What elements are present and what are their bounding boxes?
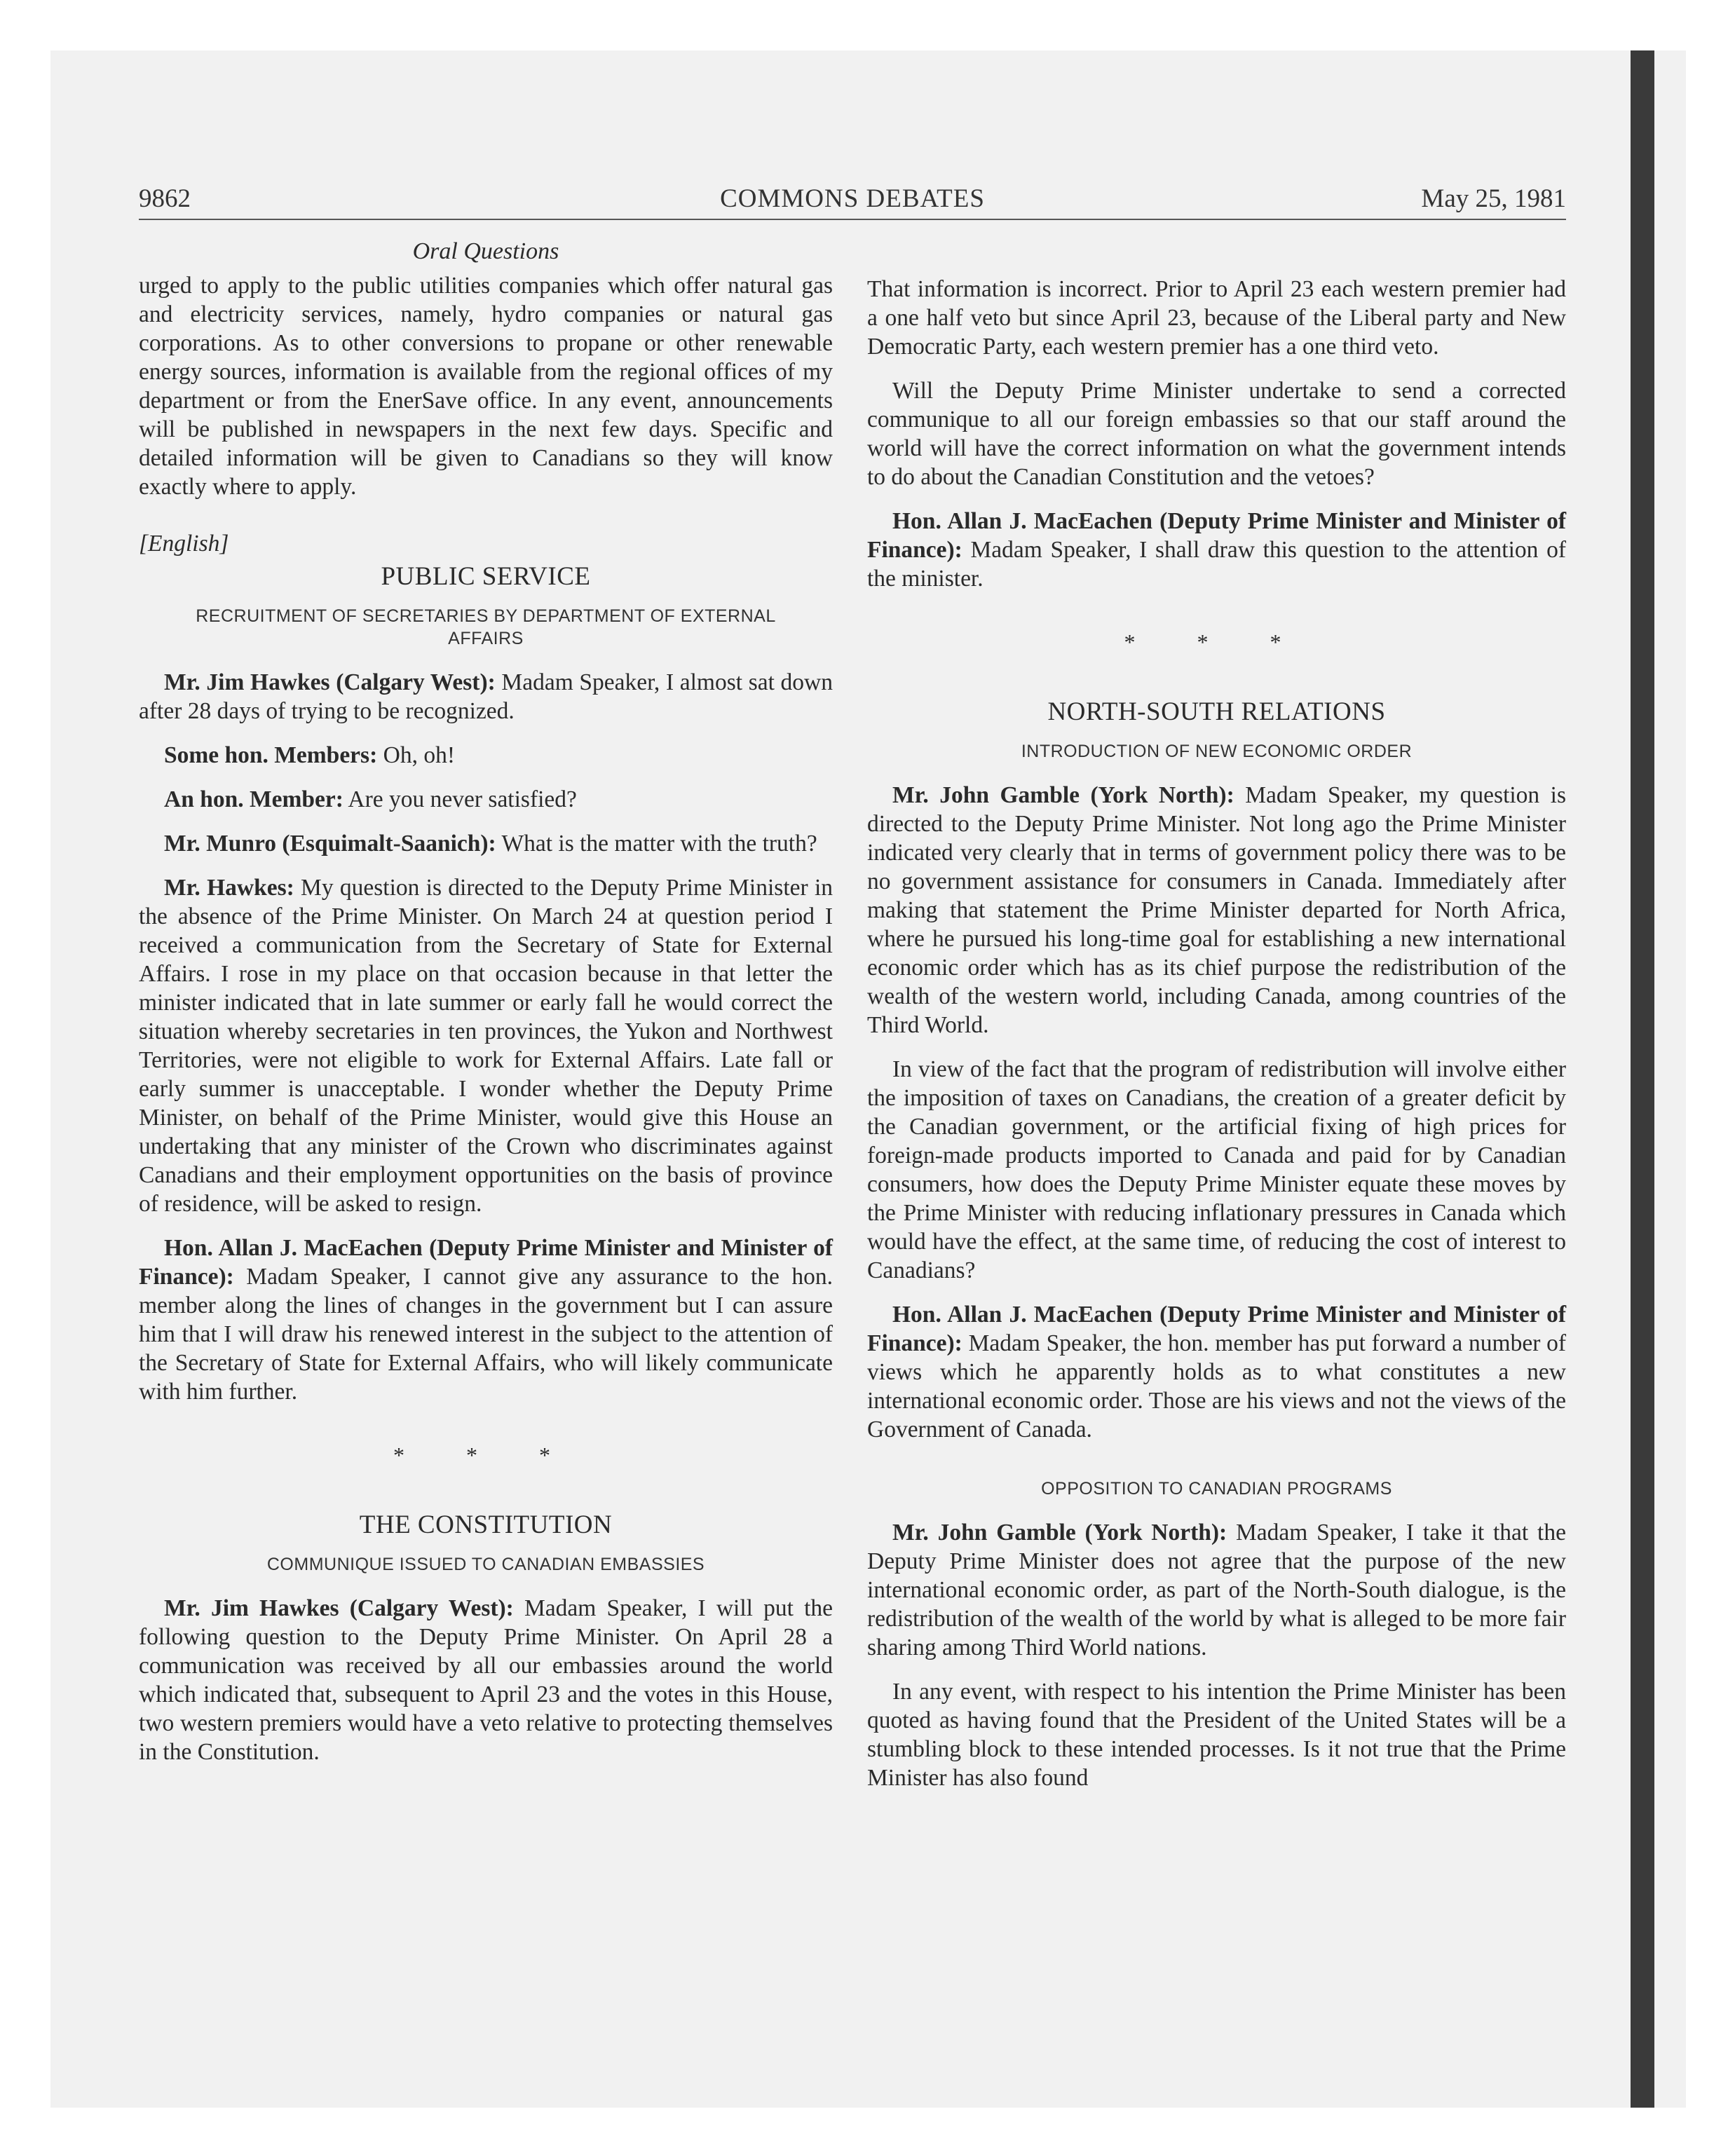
- section-heading: THE CONSTITUTION: [359, 1510, 613, 1539]
- speaker: Hon. Allan J. MacEachen (Deputy Prime Minister and Minister of Finance):: [867, 1302, 1566, 1356]
- subsection-heading: INTRODUCTION OF NEW ECONOMIC ORDER: [1021, 742, 1413, 761]
- section-separator: * * *: [393, 1442, 578, 1468]
- paragraph: Mr. Hawkes: My question is directed to the Deputy Prime Minister in the absence of the Prime Minister. On March 24 at question period I received a communication from the Secretary of State for External Affairs. I rose in my place on that occasion because in that letter the minister indicated that in late summer or early fall he would correct the situation whereby secretaries in ten provinces, the Yukon and Northwest Territories, were not eligible to work for External Affairs. Late fall or early summer is unacceptable. I wonder whether the Deputy Prime Minister, on behalf of the Prime Minister, would give this House an undertaking that any minister of the Crown who discriminates against Canadians and their employment opportunities on the basis of province of residence, will be asked to resign.: [139, 875, 834, 1217]
- speaker: Some hon. Members:: [164, 742, 378, 768]
- page-header: [139, 184, 1566, 219]
- paragraph: urged to apply to the public utilities companies which offer natural gas and electricity services, namely, hydro companies or natural gas corporations. As to other conversions to propane or other renewable energy sources, information is available from the regional offices of my department or from the EnerSave office. In any event, announcements will be published in newspapers in the next few days. Specific and detailed information will be given to Canadians so they will know exactly where to apply.: [139, 273, 833, 500]
- right-column: [867, 275, 1566, 1808]
- paragraph: In view of the fact that the program of redistribution will involve either the imposition of taxes on Canadians, the creation of a greater deficit by the Canadian government, or the artificial fixing of high prices for foreign-made products imported to Canada and paid for by Canadian consumers, how does the Deputy Prime Minister equate these moves by the Prime Minister with reducing inflationary pressures in Canada which would have the effect, at the same time, of reducing the cost of interest to Canadians?: [867, 1056, 1566, 1283]
- publication-date: May 25, 1981: [1421, 184, 1566, 213]
- paragraph: Hon. Allan J. MacEachen (Deputy Prime Minister and Minister of Finance): Madam Speaker, I shall draw this question to the attention of the minister.: [867, 508, 1566, 592]
- paragraph: Some hon. Members: Oh, oh!: [164, 742, 455, 768]
- paragraph: An hon. Member: Are you never satisfied?: [164, 786, 577, 812]
- speaker: Mr. Jim Hawkes (Calgary West):: [164, 1595, 514, 1621]
- paragraph: In any event, with respect to his intention the Prime Minister has been quoted as having found that the President of the United States will be a stumbling block to these intended processes. Is it not true that the Prime Minister has also found: [867, 1679, 1566, 1791]
- section-heading: NORTH-SOUTH RELATIONS: [1047, 697, 1386, 726]
- paragraph: Hon. Allan J. MacEachen (Deputy Prime Minister and Minister of Finance): Madam Speaker, the hon. member has put forward a number of views which he apparently holds as to what constitutes a new international economic order. Those are his views and not the views of the Government of Canada.: [867, 1302, 1566, 1442]
- subsection-heading: COMMUNIQUE ISSUED TO CANADIAN EMBASSIES: [266, 1555, 705, 1574]
- running-head: Oral Questions: [412, 238, 559, 264]
- paragraph: Will the Deputy Prime Minister undertake to send a corrected communique to all our foreign embassies so that our staff around the world will have the correct information on what the government intends to do about the Canadian Constitution and the vetoes?: [867, 378, 1566, 490]
- page-number: 9862: [139, 184, 191, 213]
- speaker: Hon. Allan J. MacEachen (Deputy Prime Minister and Minister of Finance):: [867, 508, 1566, 563]
- scan-edge: [1631, 50, 1654, 2108]
- subsection-heading: OPPOSITION TO CANADIAN PROGRAMS: [1041, 1479, 1392, 1499]
- section-separator: * * *: [1124, 629, 1309, 655]
- paragraph: Mr. Jim Hawkes (Calgary West): Madam Speaker, I almost sat down after 28 days of trying to be recognized.: [139, 669, 833, 724]
- paragraph: That information is incorrect. Prior to April 23 each western premier had a one half veto but since April 23, because of the Liberal party and New Democratic Party, each western premier has a one third veto.: [867, 276, 1566, 360]
- speaker: An hon. Member:: [164, 786, 343, 812]
- header-rule: [139, 219, 1566, 220]
- subsection-heading: RECRUITMENT OF SECRETARIES BY DEPARTMENT OF EXTERNAL AFFAIRS: [196, 606, 776, 648]
- section-heading: PUBLIC SERVICE: [381, 562, 591, 591]
- paragraph: Mr. John Gamble (York North): Madam Speaker, I take it that the Deputy Prime Minister does not agree that the purpose of the new international economic order, as part of the North-South dialogue, is the redistribution of the wealth of the world by what is alleged to be more fair sharing among Third World nations.: [867, 1520, 1566, 1660]
- speaker: Mr. Hawkes:: [164, 875, 294, 901]
- speaker: Mr. Jim Hawkes (Calgary West):: [164, 669, 496, 695]
- left-column: [139, 237, 833, 1782]
- paragraph: Mr. Munro (Esquimalt-Saanich): What is the matter with the truth?: [164, 831, 817, 857]
- speaker: Mr. John Gamble (York North):: [892, 1520, 1227, 1546]
- speaker: Mr. John Gamble (York North):: [892, 782, 1234, 808]
- speaker: Mr. Munro (Esquimalt-Saanich):: [164, 831, 496, 857]
- speaker: Hon. Allan J. MacEachen (Deputy Prime Minister and Minister of Finance):: [139, 1235, 833, 1290]
- paragraph: Hon. Allan J. MacEachen (Deputy Prime Minister and Minister of Finance): Madam Speaker, I cannot give any assurance to the hon. member along the lines of changes in the government but I can assure him that I will draw his renewed interest in the subject to the attention of the Secretary of State for External Affairs, who will likely communicate with him further.: [139, 1235, 833, 1405]
- paragraph: Mr. Jim Hawkes (Calgary West): Madam Speaker, I will put the following question to the Deputy Prime Minister. On April 28 a communication was received by all our embassies around the world which indicated that, subsequent to April 23 and the votes in this House, two western premiers would have a veto relative to protecting themselves in the Constitution.: [139, 1595, 834, 1765]
- language-marker: [English]: [139, 531, 229, 557]
- publication-title: COMMONS DEBATES: [720, 184, 985, 213]
- paragraph: Mr. John Gamble (York North): Madam Speaker, my question is directed to the Deputy Prime Minister. Not long ago the Prime Minister indicated very clearly that in terms of government policy there was to be no government assistance for consumers in Canada. Immediately after making that statement the Prime Minister departed for North Africa, where he pursued his long-time goal for establishing a new international economic order which has as its chief purpose the redistribution of the wealth of the western world, including Canada, among countries of the Third World.: [867, 782, 1566, 1038]
